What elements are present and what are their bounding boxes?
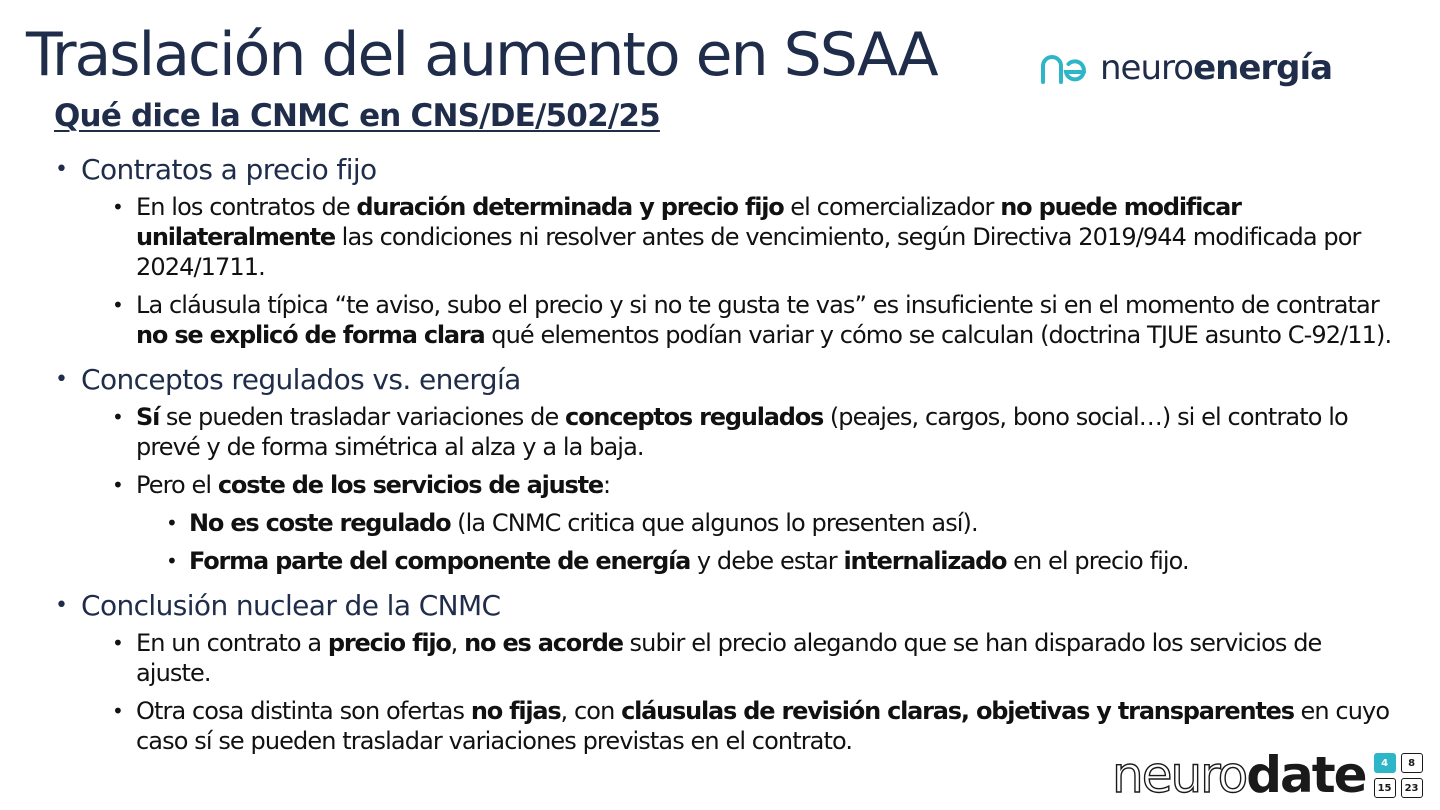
bullet-text: qué elementos podían variar y cómo se calculan (doctrina TJUE asunto C-92/11). <box>484 321 1392 349</box>
brand-name-bold: energía <box>1193 48 1333 88</box>
bullet-bold: coste de los servicios de ajuste <box>217 471 603 499</box>
bullet-text: (peajes, cargos, bono social…) si el contrato lo prevé y de forma simétrica al alza y a la baja. <box>136 403 1348 461</box>
bullet-conclusion-1 <box>54 628 1394 688</box>
sub-bullet-componente-energia <box>54 546 1394 576</box>
bullet-bold: No es coste regulado <box>189 509 451 537</box>
bullet-text: el comercializador <box>783 193 1001 221</box>
bullet-text: las condiciones ni resolver antes de vencimiento, según Directiva 2019/944 modificada por 2024/1711. <box>136 223 1361 281</box>
bullet-contratos-1 <box>54 192 1394 282</box>
slide-title: Traslación del aumento en SSAA <box>26 20 937 90</box>
bullet-text: se pueden trasladar variaciones de <box>159 403 566 431</box>
bullet-bold: no se explicó de forma clara <box>136 321 485 349</box>
bullet-text: , <box>450 629 465 657</box>
bullet-bold: no puede modificar unilateralmente <box>136 193 1241 251</box>
bullet-bold: duración determinada y precio fijo <box>356 193 784 221</box>
section-heading-contratos: • Contratos a precio fijo <box>54 152 1394 188</box>
bullet-bold: precio fijo <box>327 629 451 657</box>
section-gap <box>54 350 1394 362</box>
brand-name <box>1100 48 1332 88</box>
bullet-text: (la CNMC critica que algunos lo presenten así). <box>450 509 978 537</box>
bullet-text: en cuyo caso sí se pueden trasladar variaciones previstas en el contrato. <box>136 697 1390 755</box>
bullet-bold: conceptos regulados <box>565 403 824 431</box>
bullet-text: en el precio fijo. <box>1006 547 1189 575</box>
section-heading-conceptos: • Conceptos regulados vs. energía <box>54 362 1394 398</box>
section-gap <box>54 576 1394 588</box>
bullet-bold: internalizado <box>843 547 1007 575</box>
bullet-bold: cláusulas de revisión claras, objetivas y transparentes <box>621 697 1294 725</box>
ne-logo-icon <box>1040 52 1086 84</box>
bullet-text: La cláusula típica “te aviso, subo el precio y si no te gusta te vas” es insuficiente si en el momento de contratar <box>136 291 1379 319</box>
calendar-icon <box>1374 753 1423 798</box>
bullet-text: y debe estar <box>690 547 844 575</box>
bullet-text: Otra cosa distinta son ofertas <box>136 697 471 725</box>
bullet-text: En los contratos de <box>136 193 357 221</box>
brand-name-light: neuro <box>1100 48 1194 88</box>
bullet-contratos-2 <box>54 290 1394 350</box>
bullet-bold: Forma parte del componente de energía <box>189 547 691 575</box>
bullet-text: subir el precio alegando que se han disparado los servicios de ajuste. <box>136 629 1322 687</box>
neuroenergia-logo <box>1040 48 1332 88</box>
bullet-conceptos-1 <box>54 402 1394 462</box>
footer-brand-light: neuro <box>1112 746 1247 804</box>
slide-body <box>54 152 1394 756</box>
footer-brand-name <box>1112 746 1366 804</box>
sub-bullet-coste-regulado <box>54 508 1394 538</box>
section-heading-conclusion: • Conclusión nuclear de la CNMC <box>54 588 1394 624</box>
bullet-bold: Sí <box>136 403 160 431</box>
calendar-day: 15 <box>1374 778 1396 798</box>
bullet-bold: no fijas <box>470 697 561 725</box>
calendar-day: 8 <box>1401 753 1423 773</box>
calendar-day: 4 <box>1374 753 1396 773</box>
calendar-day: 23 <box>1401 778 1423 798</box>
bullet-text: : <box>603 471 611 499</box>
bullet-bold: no es acorde <box>464 629 623 657</box>
bullet-conceptos-2 <box>54 470 1394 500</box>
bullet-text: , con <box>560 697 622 725</box>
bullet-text: Pero el <box>136 471 218 499</box>
bullet-text: En un contrato a <box>136 629 328 657</box>
neurodate-logo <box>1112 746 1423 804</box>
footer-brand-bold: date <box>1246 746 1366 804</box>
slide-subtitle: Qué dice la CNMC en CNS/DE/502/25 <box>54 98 660 134</box>
